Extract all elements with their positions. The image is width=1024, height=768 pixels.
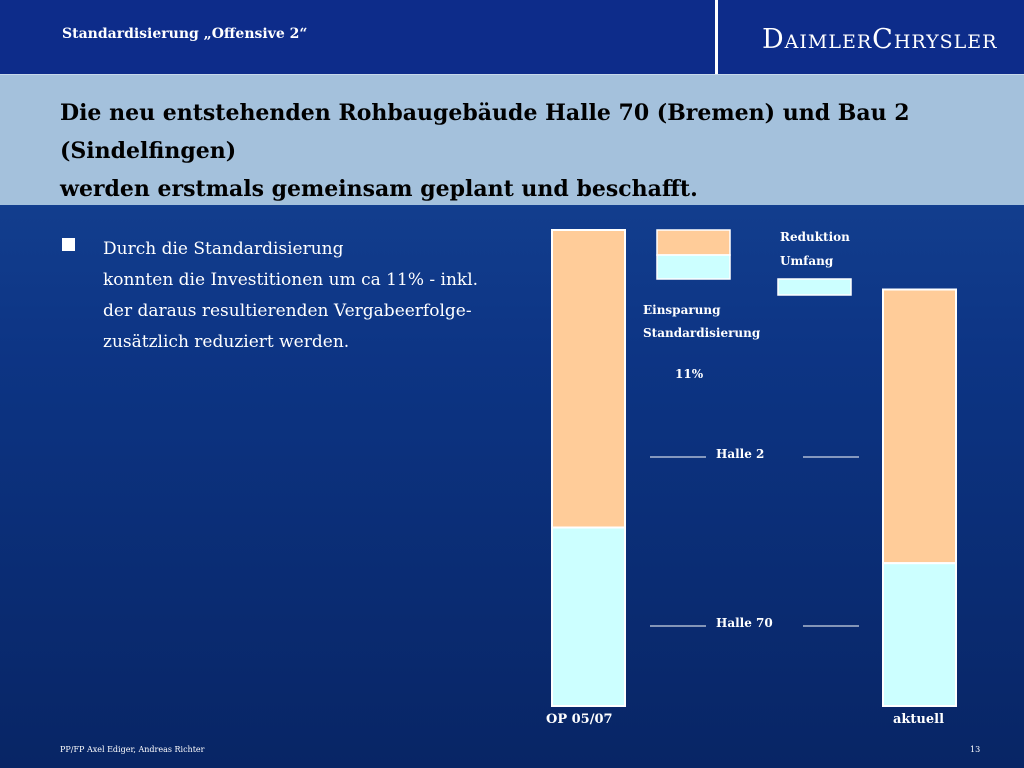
legend-einsparung-label: Einsparung [643,303,721,317]
bullet-line-3: der daraus resultierenden Vergabeerfolge- [103,301,472,321]
bullet-line-1: Durch die Standardisierung [103,239,344,259]
slide-headline [60,94,960,208]
bullet-line-2: konnten die Investitionen um ca 11% - inkl. [103,270,479,290]
saving-legend-halle70 [657,255,730,279]
reduction-legend-box [778,279,851,295]
header-bar [0,0,1024,74]
category-label-op0507: OP 05/07 [546,712,613,727]
page-number: 13 [970,745,981,754]
saving-legend-halle2 [657,230,730,255]
bar-op0507-halle70 [552,528,625,707]
daimlerchrysler-logo: DAIMLERCHRYSLER [762,24,998,55]
footer-author: PP/FP Axel Ediger, Andreas Richter [60,745,205,754]
header-divider [715,0,718,74]
bullet-text [103,234,503,358]
bullet-square-icon [62,238,75,251]
saving-percent-label: 11% [675,367,704,381]
legend-umfang-label: Umfang [780,254,834,268]
legend-reduktion-label: Reduktion [780,230,850,244]
bar-op0507-halle2 [552,230,625,528]
bar-aktuell-halle2 [883,290,956,564]
legend-standardisierung-label: Standardisierung [643,326,761,340]
series-label-halle70: Halle 70 [716,616,773,630]
section-title: Standardisierung „Offensive 2“ [62,26,308,42]
headline-line-2: werden erstmals gemeinsam geplant und beschafft. [60,176,698,202]
headline-line-1: Die neu entstehenden Rohbaugebäude Halle 70 (Bremen) und Bau 2 (Sindelfingen) [60,100,910,164]
bar-aktuell-halle70 [883,563,956,706]
category-label-aktuell: aktuell [893,712,945,727]
series-label-halle2: Halle 2 [716,447,765,461]
bullet-line-4: zusätzlich reduziert werden. [103,332,350,352]
